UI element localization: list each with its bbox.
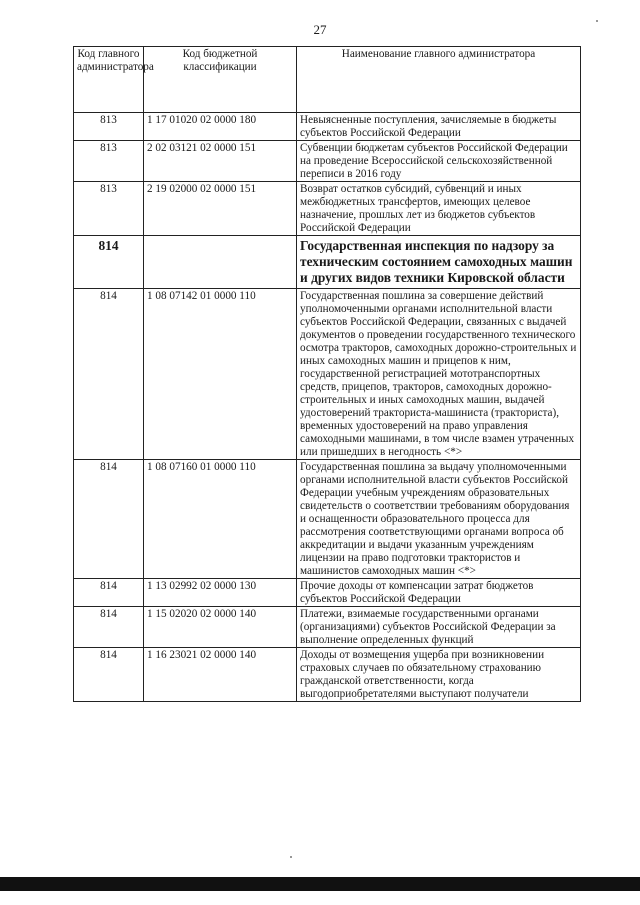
admin-name-cell: Невыясненные поступления, зачисляемые в бюджеты субъектов Российской Федерации <box>297 113 581 141</box>
table-row <box>74 141 581 182</box>
budget-code-cell: 1 17 01020 02 0000 180 <box>144 113 297 141</box>
table-row <box>74 648 581 702</box>
budget-code-cell: 1 15 02020 02 0000 140 <box>144 607 297 648</box>
admin-code-cell: 813 <box>74 113 144 141</box>
admin-code-cell: 814 <box>74 236 144 289</box>
table-row-section-header <box>74 236 581 289</box>
admin-name-cell: Субвенции бюджетам субъектов Российской Федерации на проведение Всероссийской сельскохозяйственной переписи в 2016 году <box>297 141 581 182</box>
admin-code-cell: 813 <box>74 141 144 182</box>
header-budget-code: Код бюджетной классификации <box>144 47 297 113</box>
budget-code-cell <box>144 236 297 289</box>
scan-edge-bar <box>0 877 640 891</box>
admin-code-cell: 814 <box>74 607 144 648</box>
admin-code-cell: 813 <box>74 182 144 236</box>
table-header-row <box>74 47 581 113</box>
scan-speck <box>290 856 292 858</box>
admin-code-cell: 814 <box>74 648 144 702</box>
table-row <box>74 607 581 648</box>
admin-code-cell: 814 <box>74 579 144 607</box>
table-row <box>74 113 581 141</box>
scan-speck <box>596 20 598 22</box>
budget-code-cell: 2 19 02000 02 0000 151 <box>144 182 297 236</box>
header-admin-code: Код главного администратора <box>74 47 144 113</box>
table-row <box>74 579 581 607</box>
admin-name-cell: Государственная инспекция по надзору за техническим состоянием самоходных машин и других видов техники Кировской области <box>297 236 581 289</box>
table-row <box>74 289 581 460</box>
budget-code-cell: 1 13 02992 02 0000 130 <box>144 579 297 607</box>
budget-code-cell: 1 16 23021 02 0000 140 <box>144 648 297 702</box>
budget-code-cell: 1 08 07160 01 0000 110 <box>144 460 297 579</box>
table-row <box>74 182 581 236</box>
admin-name-cell: Государственная пошлина за совершение действий уполномоченными органами исполнительной власти субъектов Российской Федерации, связанных с выдачей документов о проведении государственного технического осмотра тракторов, самоходных дорожно-строительных и иных самоходных машин и прицепов к ним, государственной регистрацией мототранспортных средств, прицепов, тракторов, самоходных дорожно-строительных и иных самоходных машин, выдачей удостоверений тракториста-машиниста (тракториста), временных удостоверений на право управления самоходными машинами, в том числе взамен утраченных или пришедших в негодность <*> <box>297 289 581 460</box>
page-number: 27 <box>313 22 327 37</box>
budget-code-cell: 1 08 07142 01 0000 110 <box>144 289 297 460</box>
header-admin-name: Наименование главного администратора <box>297 47 581 113</box>
admin-name-cell: Платежи, взимаемые государственными органами (организациями) субъектов Российской Федерации за выполнение определенных функций <box>297 607 581 648</box>
admin-name-cell: Доходы от возмещения ущерба при возникновении страховых случаев по обязательному страхованию гражданской ответственности, когда выгодоприобретателями выступают получатели <box>297 648 581 702</box>
admin-code-cell: 814 <box>74 460 144 579</box>
admin-name-cell: Прочие доходы от компенсации затрат бюджетов субъектов Российской Федерации <box>297 579 581 607</box>
admin-code-cell: 814 <box>74 289 144 460</box>
admin-name-cell: Возврат остатков субсидий, субвенций и иных межбюджетных трансфертов, имеющих целевое назначение, прошлых лет из бюджетов субъектов Российской Федерации <box>297 182 581 236</box>
budget-code-cell: 2 02 03121 02 0000 151 <box>144 141 297 182</box>
admin-name-cell: Государственная пошлина за выдачу уполномоченными органами исполнительной власти субъектов Российской Федерации учебным учреждениям образовательных свидетельств о соответствии требованиям оборудования и оснащенности образовательного процесса для рассмотрения соответствующими органами вопроса об аккредитации и выдачи указанным учреждениям лицензии на право подготовки трактористов и машинистов самоходных машин <*> <box>297 460 581 579</box>
budget-classification-table <box>73 46 581 702</box>
table-row <box>74 460 581 579</box>
